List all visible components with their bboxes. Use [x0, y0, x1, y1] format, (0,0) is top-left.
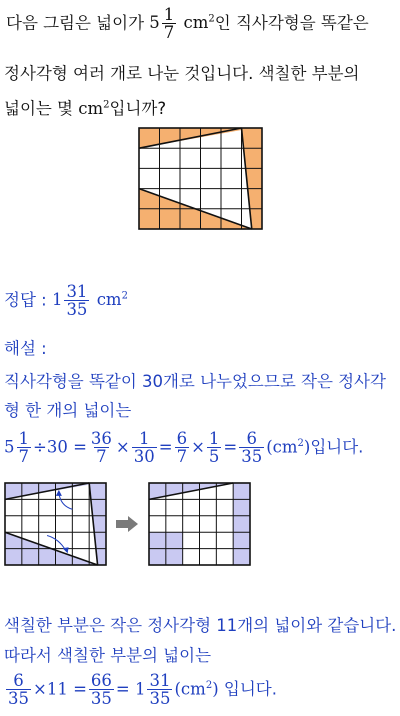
eq1-whole: 5 — [4, 437, 15, 457]
area-denominator: 7 — [163, 23, 175, 43]
eq1-frac-3 — [132, 430, 157, 466]
eq1-frac-6-den: 35 — [241, 447, 263, 467]
area-fraction — [162, 6, 177, 42]
eq2-equals: = 1 — [115, 679, 146, 699]
eq2-frac-1 — [6, 672, 31, 708]
eq1-frac-4-den: 7 — [176, 447, 188, 467]
eq2-frac-2-num: 66 — [90, 671, 112, 690]
area-unit: cm — [183, 13, 209, 33]
question-unit-exponent: 2 — [103, 99, 110, 111]
eq1-frac-5-den: 5 — [208, 447, 220, 467]
eq2-unit: (cm — [174, 679, 206, 699]
answer-line — [4, 283, 128, 319]
shaded-cell — [233, 532, 250, 548]
move-arrow-head — [56, 490, 62, 496]
eq1-divide: ÷30 = — [33, 437, 87, 457]
eq2-post: 입니다. — [223, 679, 277, 699]
answer-fraction — [64, 283, 89, 319]
explanation-equation-2 — [4, 672, 277, 708]
answer-whole: 1 — [51, 290, 63, 310]
question-text-4: 입니까? — [109, 99, 167, 118]
explanation-grid-before — [4, 482, 107, 566]
explanation-para2-line2: 따라서 색칠한 부분의 넓이는 — [4, 646, 212, 665]
question-line-2: 정사각형 여러 개로 나눈 것입니다. 색칠한 부분의 — [4, 64, 360, 83]
explanation-para1-line1: 직사각형을 똑같이 30개로 나누었으므로 작은 정사각 — [4, 372, 386, 391]
eq1-frac-5 — [207, 430, 222, 466]
eq2-times: ×11 = — [33, 679, 87, 699]
shaded-cell — [233, 499, 250, 515]
eq2-frac-2-den: 35 — [90, 689, 112, 709]
eq1-unit-close: ) — [303, 437, 311, 457]
explanation-para1-line2: 형 한 개의 넓이는 — [4, 401, 132, 420]
eq1-frac-3-den: 30 — [133, 447, 155, 467]
eq1-unit-exponent: 2 — [297, 437, 304, 449]
explanation-para2-line1: 색칠한 부분은 작은 정사각형 11개의 넓이와 같습니다. — [4, 616, 397, 635]
eq2-frac-1-num: 6 — [13, 671, 24, 690]
eq1-frac-2-num: 36 — [90, 429, 112, 448]
area-unit-exponent: 2 — [208, 13, 215, 25]
question-text-cont: 인 직사각형을 똑같은 — [214, 13, 369, 33]
explanation-label: 해설 : — [4, 339, 47, 358]
answer-unit: cm — [96, 290, 122, 310]
eq1-times-2: × — [191, 437, 205, 457]
explanation-equation-1 — [4, 430, 363, 466]
eq1-frac-6 — [239, 430, 264, 466]
eq1-post: 입니다. — [310, 437, 364, 457]
answer-label: 정답 : — [4, 290, 52, 310]
answer-unit-exponent: 2 — [121, 290, 128, 302]
eq2-unit-close: ) — [212, 679, 219, 699]
eq2-frac-1-den: 35 — [8, 689, 29, 709]
eq1-frac-5-num: 1 — [208, 429, 220, 448]
eq1-frac-1-num: 1 — [18, 429, 29, 448]
eq1-frac-1-den: 7 — [18, 447, 29, 467]
shaded-cell — [233, 483, 250, 499]
eq2-frac-2 — [89, 672, 114, 708]
eq1-frac-3-num: 1 — [138, 429, 150, 448]
question-text-3: 넓이는 몇 — [4, 99, 79, 118]
answer-denominator: 35 — [66, 300, 88, 320]
shaded-cell — [233, 549, 250, 565]
eq1-frac-4 — [175, 430, 190, 466]
answer-value — [51, 282, 128, 320]
question-line-1 — [6, 6, 369, 42]
explanation-grid-after — [148, 482, 251, 566]
question-unit: cm — [78, 99, 104, 118]
eq1-unit: (cm — [266, 437, 298, 457]
shaded-cell — [166, 549, 183, 565]
question-text: 다음 그림은 넓이가 — [6, 13, 150, 33]
shaded-cell — [149, 549, 166, 565]
area-whole: 5 — [149, 13, 160, 33]
question-line-3 — [4, 95, 166, 119]
eq1-frac-4-num: 6 — [176, 429, 188, 448]
eq1-equals-3: = — [223, 437, 238, 457]
area-mixed-number — [149, 5, 215, 43]
eq2-frac-3-den: 35 — [149, 689, 171, 709]
answer-numerator: 31 — [66, 282, 88, 301]
shaded-cell — [149, 532, 166, 548]
shaded-cell — [233, 516, 250, 532]
eq1-frac-1 — [17, 430, 32, 466]
area-numerator: 1 — [163, 5, 175, 24]
shaded-cell — [166, 532, 183, 548]
eq1-times-1: × — [115, 437, 130, 457]
eq2-frac-3 — [147, 672, 172, 708]
eq2-unit-exponent: 2 — [205, 679, 213, 691]
eq1-frac-6-num: 6 — [246, 429, 257, 448]
eq1-frac-2-den: 7 — [96, 447, 107, 467]
eq1-equals-2: = — [158, 437, 173, 457]
question-grid-figure — [138, 127, 263, 230]
right-arrow-icon — [116, 516, 138, 532]
eq2-frac-3-num: 31 — [149, 671, 171, 690]
eq1-frac-2 — [89, 430, 114, 466]
